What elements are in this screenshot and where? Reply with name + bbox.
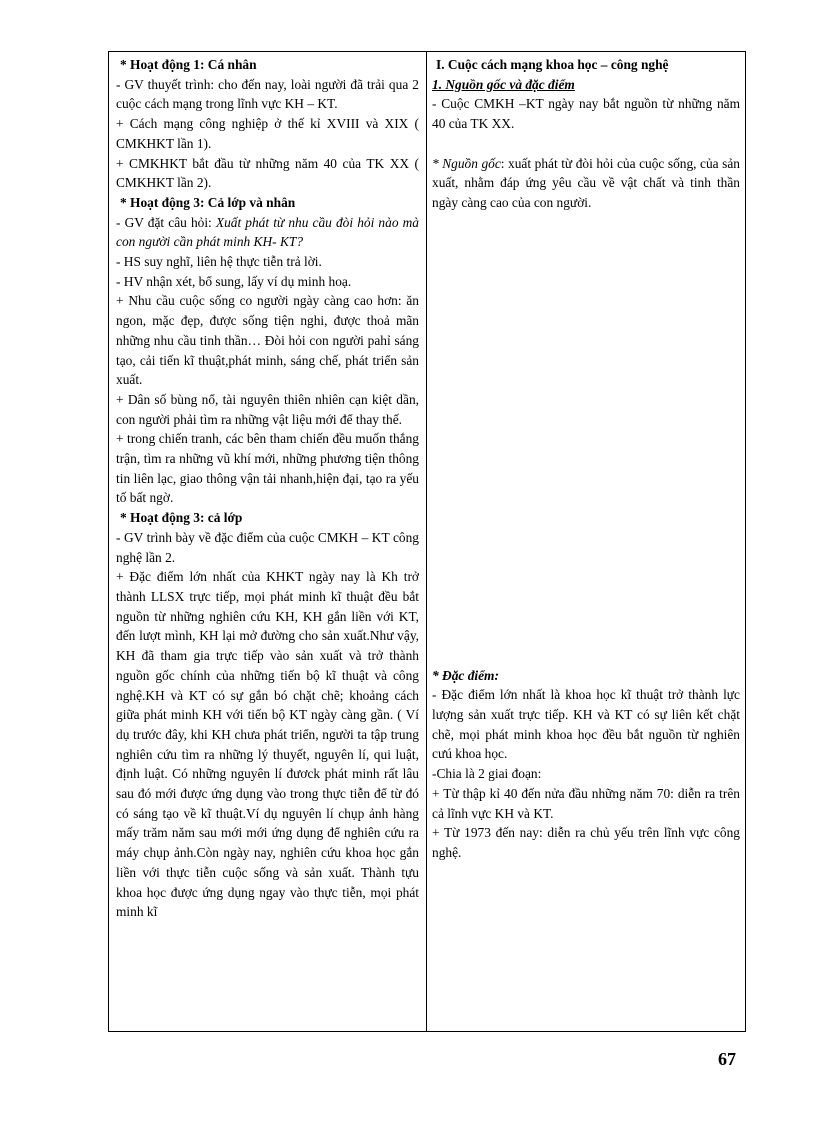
paragraph: + Cách mạng công nghiệp ở thế kỉ XVIII và XIX ( CMKHKT lần 1).: [116, 116, 419, 151]
activity-2-heading: * Hoạt động 3: Cả lớp và nhân: [120, 194, 296, 210]
origin-text: : xuất phát từ đòi hỏi của cuộc sống, của sản xuất, nhằm đáp ứng yêu cầu về vật chất và tinh thần ngày càng cao của con người.: [432, 155, 740, 210]
content-column: [432, 55, 740, 863]
activity-1-heading: * Hoạt động 1: Cá nhân: [120, 57, 257, 72]
paragraph: + Từ 1973 đến nay: diễn ra chủ yếu trên lĩnh vực công nghệ.: [432, 825, 740, 860]
origin-label: * Nguồn gốc: [432, 155, 501, 171]
paragraph: + trong chiến tranh, các bên tham chiến đều muốn thắng trận, tìm ra những vũ khí mới, những phương tiện thông tin liên lạc, giao thông vận tải nhanh,hiện đại, tạo ra yếu tố bất ngờ.: [116, 431, 419, 506]
activities-column: [116, 55, 419, 922]
paragraph: - Đặc điểm lớn nhất là khoa học kĩ thuật trở thành lực lượng sản xuất trực tiếp. KH và KT có sự liên kết chặt chẽ, mọi phát minh khoa học đều bắt nguồn từ nghiên cưú khoa học.: [432, 687, 740, 762]
paragraph: + Dân số bùng nổ, tài nguyên thiên nhiên cạn kiệt dần, con người phải tìm ra những vật liệu mới để thay thế.: [116, 391, 419, 427]
paragraph: - GV trình bày về đặc điểm của cuộc CMKH – KT công nghệ lần 2.: [116, 529, 419, 565]
paragraph: + CMKHKT bắt đầu từ những năm 40 của TK XX ( CMKHKT lần 2).: [116, 155, 419, 191]
question-prefix: - GV đặt câu hỏi:: [116, 214, 216, 230]
paragraph: - GV thuyết trình: cho đến nay, loài người đã trải qua 2 cuộc cách mạng trong lĩnh vực KH – KT.: [116, 76, 419, 112]
content-table: [108, 51, 746, 1032]
paragraph: - HV nhận xét, bổ sung, lấy ví dụ minh hoạ.: [116, 273, 352, 289]
paragraph: -Chia là 2 giai đoạn:: [432, 766, 542, 782]
features-label: * Đặc điểm:: [432, 667, 499, 683]
subsection-heading: 1. Nguồn gốc và đặc điểm: [432, 76, 575, 92]
paragraph: + Từ thập kỉ 40 đến nửa đầu những năm 70: diễn ra trên cả lĩnh vực KH và KT.: [432, 785, 740, 821]
paragraph: [116, 213, 419, 252]
paragraph: + Nhu cầu cuộc sống co người ngày càng cao hơn: ăn ngon, mặc đẹp, được sống tiện nghi, được thoả mãn những nhu cầu tinh thần… Đòi hỏi con người pahỉ sáng tạo, cải tiến kĩ thuật,phát minh, sáng chế, phát triển sản xuất.: [116, 293, 419, 388]
column-divider: [426, 52, 427, 1031]
paragraph: + Đặc điểm lớn nhất của KHKT ngày nay là Kh trở thành LLSX trực tiếp, mọi phát minh kĩ thuật đều bắt nguồn từ những nghiên cứu KH, KH gắn liền với KT, đến lượt mình, KH lại mở đường cho sản xuất.Như vậy, KH đã tham gia trực tiếp vào sản xuất và trở thành nguồn gốc chính của những tiến bộ kĩ thuật và công nghệ.KH và KT có sự gắn bó chặt chẽ; khoảng cách giữa phát minh KH với tiến bộ KT ngày càng gần. ( Ví dụ trước đây, khi KH chưa phát triển, người ta tập trung nghiên cứu tìm ra những lý thuyết, nguyên lí, qui luật, định luật. Có những nguyên lí đươck phát minh rất lâu sau đó mới được ứng dụng vào trong thực tiễn để từ đó có sáng tạo về kĩ thuật.Ví dụ nguyên lí chụp ảnh hàng mấy trăm năm sau mới mới ứng dụng để nghiên cứu ra máy chụp ảnh.Còn ngày nay, nghiên cứu khoa học gắn liền với thực tiễn cuộc sống và sản xuất. Thành tựu khoa học được ứng dụng ngay vào thực tiễn, mọi phát minh kĩ: [116, 569, 419, 920]
activity-3-heading: * Hoạt động 3: cả lớp: [120, 510, 243, 526]
paragraph: [432, 154, 740, 213]
paragraph: - HS suy nghĩ, liên hệ thực tiễn trả lời.: [116, 254, 322, 270]
paragraph: - Cuộc CMKH –KT ngày nay bắt nguồn từ những năm 40 của TK XX.: [432, 96, 740, 132]
question-text: Xuất phát từ nhu cầu đòi hỏi nào mà con người cần phát minh KH- KT?: [116, 214, 419, 250]
section-heading: I. Cuộc cách mạng khoa học – công nghệ: [436, 57, 669, 72]
page-number: 67: [718, 1049, 736, 1069]
